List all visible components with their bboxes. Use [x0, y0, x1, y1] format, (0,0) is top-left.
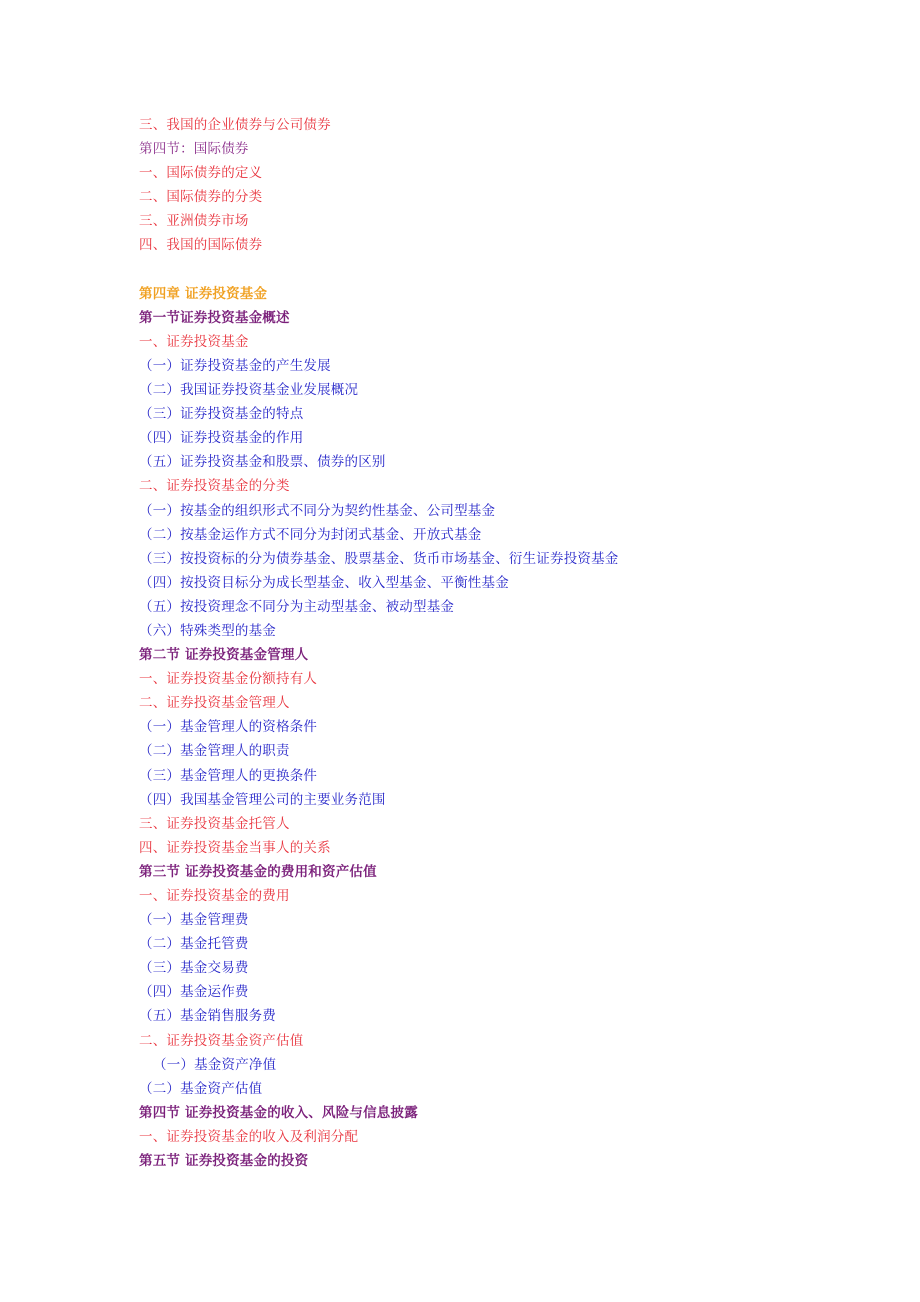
outline-line: 二、国际债券的分类: [139, 189, 263, 206]
outline-line: 四、我国的国际债券: [139, 237, 263, 254]
outline-subitem: （一）基金管理费: [139, 912, 249, 929]
section-heading: 第二节 证券投资基金管理人: [139, 647, 309, 664]
outline-subitem: （四）证券投资基金的作用: [139, 430, 304, 447]
outline-subitem: （三）基金管理人的更换条件: [139, 767, 318, 784]
outline-line: 三、证券投资基金托管人: [139, 815, 290, 832]
outline-line: 四、证券投资基金当事人的关系: [139, 839, 331, 856]
outline-subitem: （二）基金托管费: [139, 936, 249, 953]
outline-subitem: （一）证券投资基金的产生发展: [139, 357, 331, 374]
outline-subitem: （三）证券投资基金的特点: [139, 406, 304, 423]
outline-subitem: （四）我国基金管理公司的主要业务范围: [139, 791, 386, 808]
outline-line: 二、证券投资基金的分类: [139, 478, 290, 495]
section-heading: 第一节证券投资基金概述: [139, 309, 290, 326]
outline-subitem: （一）基金资产净值: [153, 1056, 277, 1073]
document-outline: [139, 113, 839, 1173]
outline-subitem: （二）基金管理人的职责: [139, 743, 290, 760]
outline-subitem: （三）按投资标的分为债券基金、股票基金、货币市场基金、衍生证券投资基金: [139, 550, 619, 567]
outline-line: 一、证券投资基金: [139, 333, 249, 350]
outline-subitem: （五）基金销售服务费: [139, 1008, 276, 1025]
chapter-heading: 第四章 证券投资基金: [139, 285, 268, 302]
outline-line: 二、证券投资基金资产估值: [139, 1032, 304, 1049]
section-heading: 第三节 证券投资基金的费用和资产估值: [139, 863, 377, 880]
section-heading: 第四节 证券投资基金的收入、风险与信息披露: [139, 1104, 418, 1121]
outline-subitem: （一）基金管理人的资格条件: [139, 719, 318, 736]
outline-line: 三、亚洲债券市场: [139, 213, 249, 230]
outline-line: 一、国际债券的定义: [139, 165, 263, 182]
outline-subitem: （六）特殊类型的基金: [139, 622, 276, 639]
outline-subitem: （四）基金运作费: [139, 984, 249, 1001]
outline-subitem: （四）按投资目标分为成长型基金、收入型基金、平衡性基金: [139, 574, 509, 591]
outline-line: 三、我国的企业债券与公司债券: [139, 117, 331, 133]
spacer: [139, 258, 839, 282]
outline-line: 一、证券投资基金的费用: [139, 888, 290, 904]
outline-subitem: （五）按投资理念不同分为主动型基金、被动型基金: [139, 598, 455, 615]
outline-subitem: （二）按基金运作方式不同分为封闭式基金、开放式基金: [139, 526, 482, 543]
section-heading: 第五节 证券投资基金的投资: [139, 1153, 309, 1170]
outline-line: 一、证券投资基金的收入及利润分配: [139, 1128, 359, 1145]
outline-subitem: （一）按基金的组织形式不同分为契约性基金、公司型基金: [139, 502, 496, 519]
outline-line: 一、证券投资基金份额持有人: [139, 671, 318, 688]
outline-subitem: （二）我国证券投资基金业发展概况: [139, 382, 359, 399]
outline-subitem: （二）基金资产估值: [139, 1080, 263, 1097]
outline-line: 二、证券投资基金管理人: [139, 695, 290, 712]
outline-subitem: （三）基金交易费: [139, 960, 249, 977]
outline-subitem: （五）证券投资基金和股票、债券的区别: [139, 454, 386, 471]
section-heading: 第四节：国际债券: [139, 141, 249, 158]
